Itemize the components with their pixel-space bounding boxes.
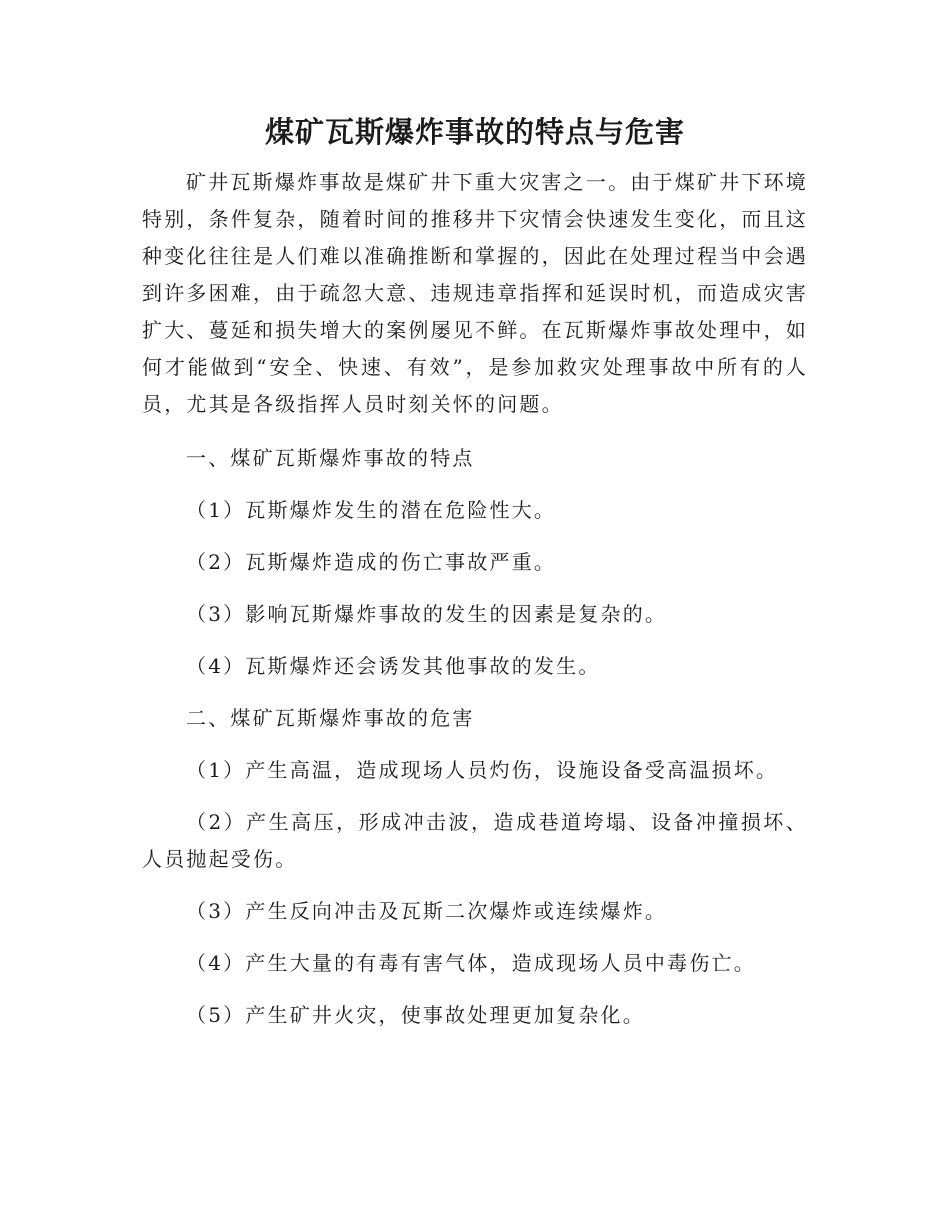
section2-item-4: （4）产生大量的有毒有害气体，造成现场人员中毒伤亡。	[186, 951, 756, 975]
section2-item-5: （5）产生矿井火灾，使事故处理更加复杂化。	[186, 1003, 645, 1027]
section1-heading: 一、煤矿瓦斯爆炸事故的特点	[186, 446, 475, 470]
section2-heading: 二、煤矿瓦斯爆炸事故的危害	[186, 706, 475, 730]
section2-item-3: （3）产生反向冲击及瓦斯二次爆炸或连续爆炸。	[186, 899, 668, 923]
intro-paragraph: 矿井瓦斯爆炸事故是煤矿井下重大灾害之一。由于煤矿井下环境特别，条件复杂，随着时间的推移井下灾情会快速发生变化，而且这种变化往往是人们难以准确推断和掌握的，因此在处理过程当中会遇到许多困难，由于疏忽大意、违规违章指挥和延误时机，而造成灾害扩大、蔓延和损失增大的案例屡见不鲜。在瓦斯爆炸事故处理中，如何才能做到“安全、快速、有效”，是参加救灾处理事故中所有的人员，尤其是各级指挥人员时刻关怀的问题。	[142, 170, 808, 416]
section2-item-2: （2）产生高压，形成冲击波，造成巷道垮塌、设备冲撞损坏、人员抛起受伤。	[142, 810, 808, 871]
section1-item-1: （1）瓦斯爆炸发生的潜在危险性大。	[186, 498, 557, 522]
document-title: 煤矿瓦斯爆炸事故的特点与危害	[264, 115, 685, 149]
section1-item-3: （3）影响瓦斯爆炸事故的发生的因素是复杂的。	[186, 602, 668, 626]
section1-item-4: （4）瓦斯爆炸还会诱发其他事故的发生。	[186, 654, 601, 678]
section2-item-1: （1）产生高温，造成现场人员灼伤，设施设备受高温损坏。	[186, 758, 779, 782]
section1-item-2: （2）瓦斯爆炸造成的伤亡事故严重。	[186, 550, 557, 574]
